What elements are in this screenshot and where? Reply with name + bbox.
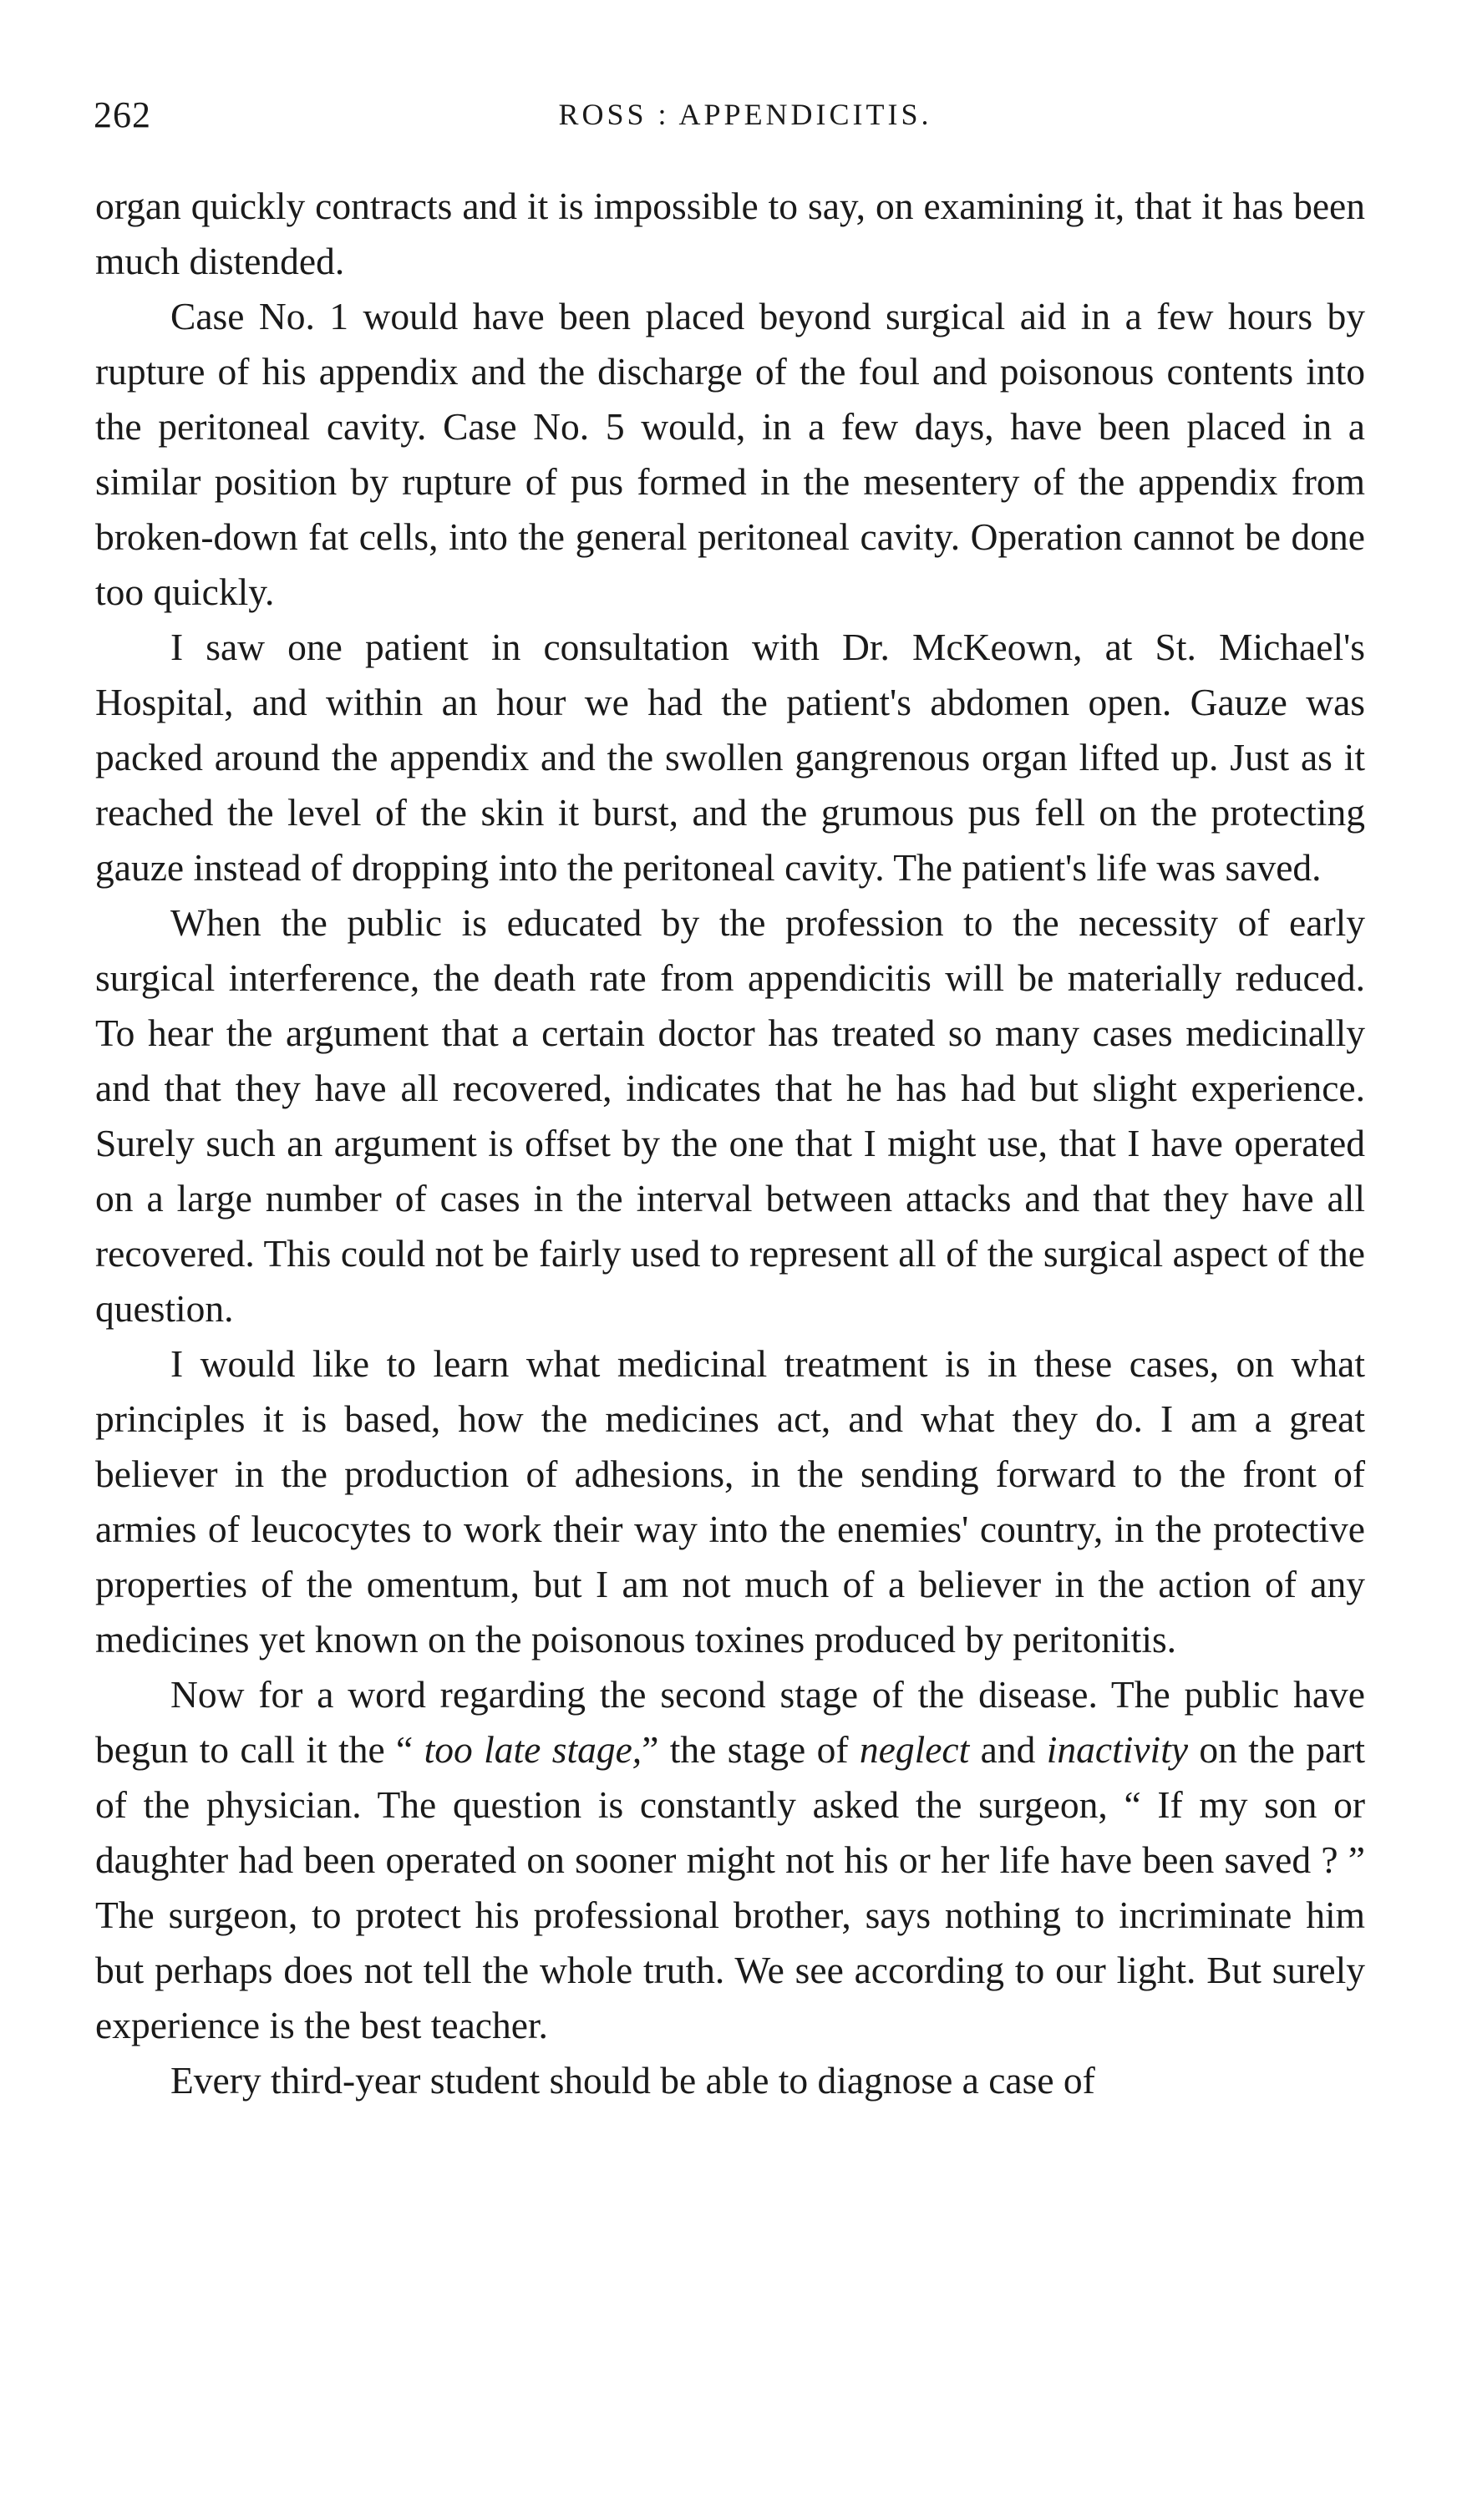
paragraph-public-education: When the public is educated by the profession to the necessity of early surgical interference, the death rate from appendicitis will be materially reduced. To hear the argument that a certain doctor has treated so many cases medicinally and that they have all recovered, indicates that he has had but slight experience. Surely such an argument is offset by the one that I might use, that I have operated on a large number of cases in the interval between attacks and that they have all recovered. This could not be fairly used to represent all of the surgical aspect of the question. (95, 901, 1365, 1330)
second-stage-text-1: Now for a word regarding the second stage of the disease. The public have begun to call it the “ (95, 1673, 1365, 1771)
paragraph-consultation: I saw one patient in consultation with Dr. McKeown, at St. Michael's Hospital, and within an hour we had the patient's abdomen open. Gauze was packed around the appendix and the swollen gangrenous organ lifted up. Just as it reached the level of the skin it burst, and the grumous pus fell on the protecting gauze instead of dropping into the peritoneal cavity. The patient's life was saved. (95, 626, 1365, 889)
second-stage-text-4: on the part of the physician. The question is constantly asked the surgeon, “ If my son or daughter had been operated on sooner might not his or her life have been saved ? ” The surgeon, to protect his professional brother, says nothing to incriminate him but perhaps does not tell the whole truth. We see according to our light. But surely experience is the best teacher. (95, 1728, 1366, 2046)
second-stage-text-2: ” the stage of (642, 1728, 860, 1771)
second-stage-text-3: and (969, 1728, 1047, 1771)
italic-neglect: neglect (859, 1728, 970, 1771)
running-head (94, 94, 1363, 140)
paragraph-case-rupture: Case No. 1 would have been placed beyond surgical aid in a few hours by rupture of his appendix and the discharge of the foul and poisonous contents into the peritoneal cavity. Case No. 5 would, in a few days, have been placed in a similar position by rupture of pus formed in the mesentery of the appendix from broken-down fat cells, into the general peritoneal cavity. Operation cannot be done too quickly. (95, 295, 1365, 613)
body-text (95, 179, 1365, 2108)
running-title: ROSS : APPENDICITIS. (558, 98, 932, 131)
paragraph-continuation: organ quickly contracts and it is impossible to say, on examining it, that it has been much distended. (95, 185, 1365, 282)
paragraph-third-year-student: Every third-year student should be able to diagnose a case of (170, 2059, 1095, 2102)
italic-too-late-stage: too late stage, (424, 1728, 642, 1771)
paragraph-second-stage (95, 1667, 1365, 2053)
italic-inactivity: inactivity (1046, 1728, 1189, 1771)
paragraph-medicinal-treatment: I would like to learn what medicinal treatment is in these cases, on what principles it is based, how the medicines act, and what they do. I am a great believer in the production of adhesions, in the sending forward to the front of armies of leucocytes to work their way into the enemies' country, in the protective properties of the omentum, but I am not much of a believer in the action of any medicines yet known on the poisonous toxines produced by peritonitis. (95, 1342, 1365, 1661)
page-number: 262 (94, 94, 151, 135)
